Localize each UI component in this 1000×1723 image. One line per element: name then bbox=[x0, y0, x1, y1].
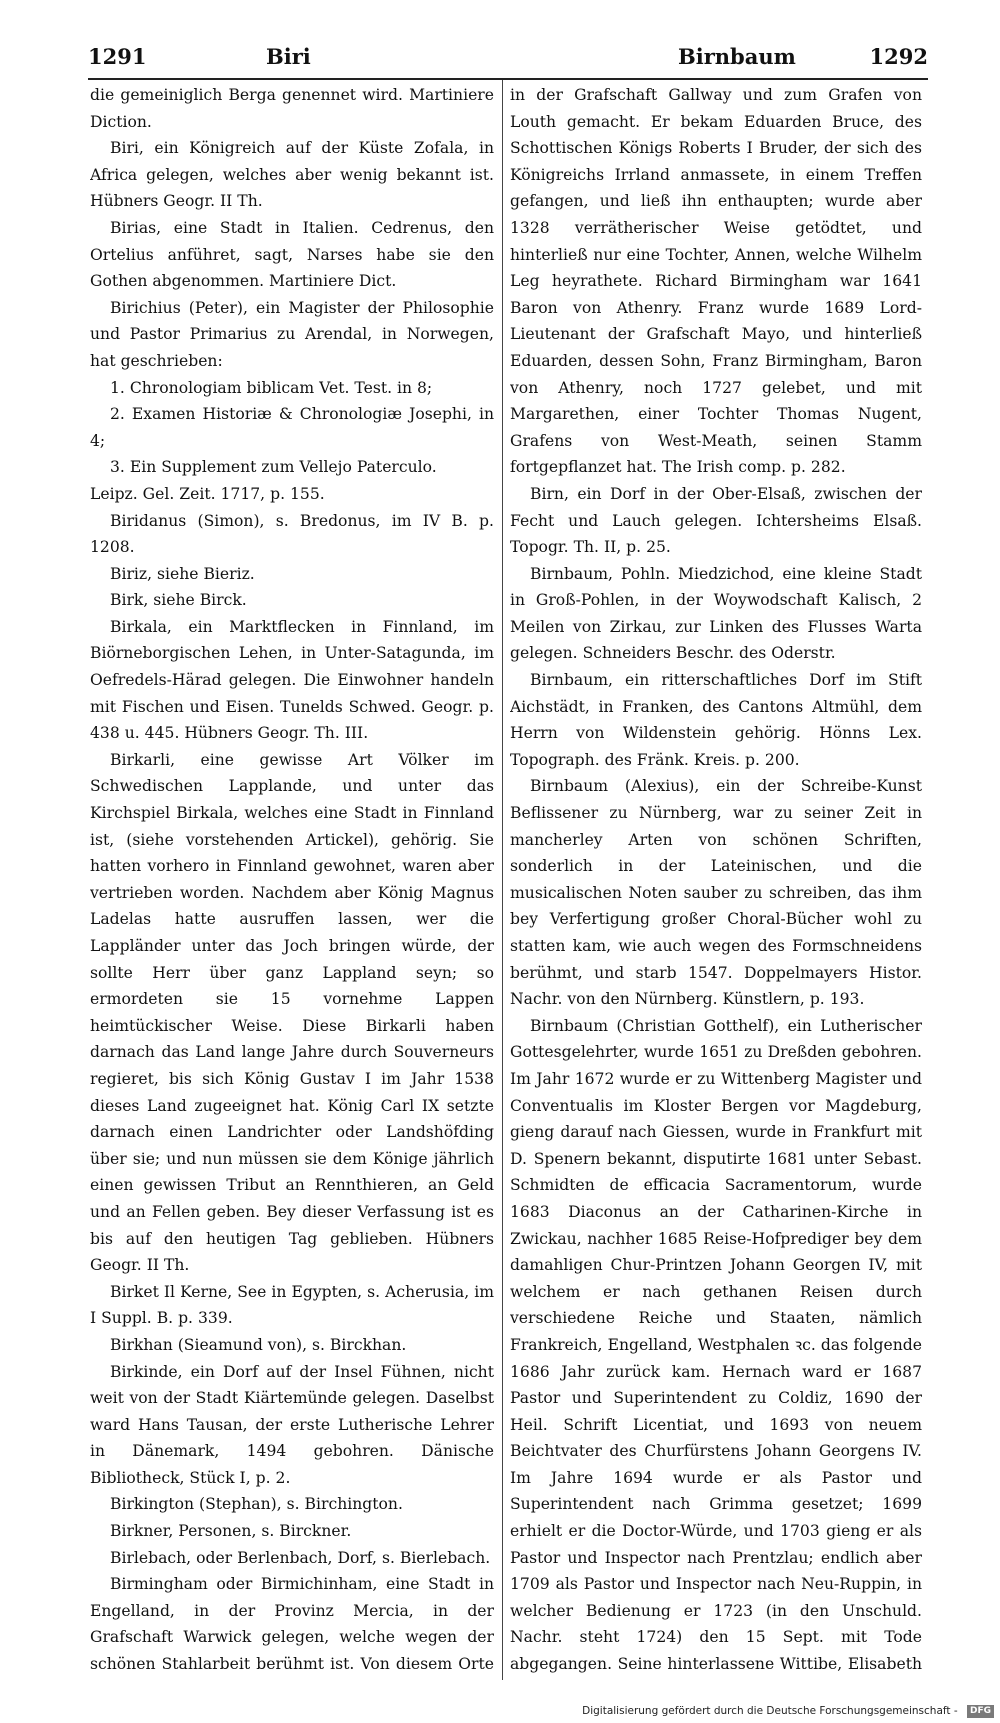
list-item: 1. Chronologiam biblicam Vet. Test. in 8; bbox=[110, 378, 433, 397]
right-column bbox=[510, 82, 922, 1682]
running-head-right: Birnbaum bbox=[678, 44, 796, 69]
entry-paragraph: Birlebach, oder Berlenbach, Dorf, s. Bierlebach. bbox=[110, 1548, 491, 1567]
entry-paragraph: Birkington (Stephan), s. Birchington. bbox=[110, 1495, 403, 1514]
entry-paragraph: Birnbaum (Alexius), ein der Schreibe-Kunst Beflissener zu Nürnberg, war zu seiner Zeit in mancherley Arten von schönen Schriften, sonderlich in der Lateinischen, und die musicalischen Noten sauber zu schreiben, das ihm bey Verfertigung großer Choral-Bücher wohl zu statten kam, wie auch wegen des Formschneidens berühmt, und starb 1547. Doppelmayers Histor. Nachr. von den Nürnberg. Künstlern, p. 193. bbox=[510, 777, 922, 1009]
list-item: 3. Ein Supplement zum Vellejo Paterculo. bbox=[110, 458, 437, 477]
entry-paragraph: Birket Il Kerne, See in Egypten, s. Acherusia, im I Suppl. B. p. 339. bbox=[90, 1282, 494, 1328]
entry-paragraph: Biriz, siehe Bieriz. bbox=[110, 564, 255, 583]
entry-paragraph: Birkarli, eine gewisse Art Völker im Schwedischen Lapplande, und unter das Kirchspiel Birkala, welches eine Stadt in Finnland ist, (siehe vorstehenden Artickel), gehörig. Sie hatten vorhero in Finnland gewohnet, waren aber vertrieben worden. Nachdem aber König Magnus Ladelas hatte ausruffen lassen, wer die Lappländer unter das Joch bringen würde, der sollte Herr über ganz Lappland seyn; so ermordeten sie 15 vornehme Lappen heimtückischer Weise. Diese Birkarli haben darnach das Land lange Jahre durch Souverneurs regieret, bis sich König Gustav I im Jahr 1538 dieses Land zugeeignet hat. König Carl IX setzte darnach einen Landrichter oder Landshöfding über sie; und nun müssen sie dem Könige jährlich einen gewissen Tribut an Rennthieren, an Geld und an Fellen geben. Bey dieser Verfassung ist es bis auf den heutigen Tag geblieben. Hübners Geogr. II Th. bbox=[90, 750, 494, 1275]
credit-text: Digitalisierung gefördert durch die Deutsche Forschungsgemeinschaft - bbox=[582, 1705, 958, 1717]
entry-paragraph: Birnbaum (Christian Gotthelf), ein Lutherischer Gottesgelehrter, wurde 1651 zu Dreßden gebohren. Im Jahr 1672 wurde er zu Wittenberg Magister und Conventualis im Kloster Bergen vor Magdeburg, gieng darauf nach Giessen, wurde in Frankfurt mit D. Spenern bekannt, disputirte 1681 unter Sebast. Schmidten de efficacia Sacramentorum, wurde 1683 Diaconus an der Catharinen-Kirche in Zwickau, nachher 1685 Reise-Hofprediger bey dem damahligen Chur-Printzen Johann Georgen IV, mit welchem er nach gethanen Reisen durch verschiedene Reiche und Staaten, nämlich Frankreich, Engelland, Westphalen ꝛc. das folgende 1686 Jahr zurück kam. Hernach ward er 1687 Pastor und Superintendent zu Coldiz, 1690 der Heil. Schrift Licentiat, und 1693 von neuem Beichtvater des Churfürstens Johann Georgens IV. Im Jahre 1694 wurde er als Pastor und Superintendent nach Grimma gesetzet; 1699 erhielt er die Doctor-Würde, und 1703 gieng er als Pastor und Inspector nach Prentzlau; endlich aber 1709 als Pastor und Inspector nach Neu-Ruppin, in welcher Bedienung er 1723 (in den Unschuld. Nachr. steht 1724) den 15 Sept. mit Tode abgegangen. Seine hinterlassene Wittibe, Elisabeth bbox=[510, 1016, 922, 1674]
entry-paragraph: Birmingham oder Birmichinham, eine Stadt in Engelland, in der Provinz Mercia, in der Grafschaft Warwick gelegen, welche wegen der schönen Stahlarbeit berühmt ist. Von diesem Orte bbox=[90, 1575, 494, 1674]
entry-paragraph: Birk, siehe Birck. bbox=[110, 591, 247, 610]
left-column bbox=[90, 82, 494, 1682]
column-divider bbox=[502, 80, 503, 1680]
entry-paragraph: in der Grafschaft Gallway und zum Grafen von Louth gemacht. Er bekam Eduarden Bruce, des Schottischen Königs Roberts I Bruder, der sich des Königreichs Irrland anmassete, in einem Treffen gefangen, und ließ ihn enthaupten; wurde aber 1328 verrätherischer Weise getödtet, und hinterließ nur eine Tochter, Annen, welche Wilhelm Leg heyrathete. Richard Birmingham war 1641 Baron von Athenry. Franz wurde 1689 Lord-Lieutenant der Grafschaft Mayo, und hinterließ Eduarden, dessen Sohn, Franz Birmingham, Baron von Athenry, noch 1727 gelebet, und mit Margarethen, einer Tochter Thomas Nugent, Grafens von West-Meath, seinen Stamm fortgepflanzet hat. The Irish comp. p. 282. bbox=[510, 86, 922, 477]
entry-paragraph: Biri, ein Königreich auf der Küste Zofala, in Africa gelegen, welches aber wenig bekannt ist. Hübners Geogr. II Th. bbox=[90, 139, 494, 211]
entry-paragraph: Birnbaum, ein ritterschaftliches Dorf im Stift Aichstädt, in Franken, des Cantons Altmühl, dem Herrn von Wildenstein gehörig. Hönns Lex. Topograph. des Fränk. Kreis. p. 200. bbox=[510, 671, 922, 769]
entry-paragraph: Birn, ein Dorf in der Ober-Elsaß, zwischen der Fecht und Lauch gelegen. Ichtersheims Elsaß. Topogr. Th. II, p. 25. bbox=[510, 484, 922, 557]
entry-paragraph: die gemeiniglich Berga genennet wird. Martiniere Diction. bbox=[90, 86, 494, 131]
running-head-left: Biri bbox=[266, 44, 311, 69]
column-number-right: 1292 bbox=[869, 44, 928, 69]
page-header bbox=[88, 42, 928, 76]
digitization-credit bbox=[582, 1702, 994, 1720]
entry-paragraph: Biridanus (Simon), s. Bredonus, im IV B. p. 1208. bbox=[90, 511, 494, 557]
entry-paragraph: Birkhan (Sieamund von), s. Birckhan. bbox=[110, 1335, 407, 1354]
header-rule bbox=[88, 78, 928, 80]
list-item: 2. Examen Historiæ & Chronologiæ Josephi, in 4; bbox=[90, 405, 494, 450]
dfg-logo: DFG bbox=[967, 1705, 994, 1718]
entry-paragraph: Birkner, Personen, s. Birckner. bbox=[110, 1522, 352, 1541]
entry-paragraph: Leipz. Gel. Zeit. 1717, p. 155. bbox=[90, 484, 325, 503]
entry-paragraph: Birnbaum, Pohln. Miedzichod, eine kleine Stadt in Groß-Pohlen, in der Woywodschaft Kalisch, 2 Meilen von Zirkau, zur Linken des Flusses Warta gelegen. Schneiders Beschr. des Oderstr. bbox=[510, 564, 922, 663]
entry-paragraph: Birkala, ein Marktflecken in Finnland, im Biörneborgischen Lehen, in Unter-Satagunda, im Oefredels-Härad gelegen. Die Einwohner handeln mit Fischen und Eisen. Tunelds Schwed. Geogr. p. 438 u. 445. Hübners Geogr. Th. III. bbox=[90, 617, 494, 743]
entry-paragraph: Birias, eine Stadt in Italien. Cedrenus, den Ortelius anführet, sagt, Narses habe sie den Gothen abgenommen. Martiniere Dict. bbox=[90, 218, 494, 291]
entry-paragraph: Birichius (Peter), ein Magister der Philosophie und Pastor Primarius zu Arendal, in Norwegen, hat geschrieben: bbox=[90, 298, 494, 370]
entry-paragraph: Birkinde, ein Dorf auf der Insel Fühnen, nicht weit von der Stadt Kiärtemünde gelegen. Daselbst ward Hans Tausan, der erste Lutherische Lehrer in Dänemark, 1494 gebohren. Dänische Bibliotheck, Stück I, p. 2. bbox=[90, 1362, 494, 1487]
column-number-left: 1291 bbox=[88, 44, 147, 69]
